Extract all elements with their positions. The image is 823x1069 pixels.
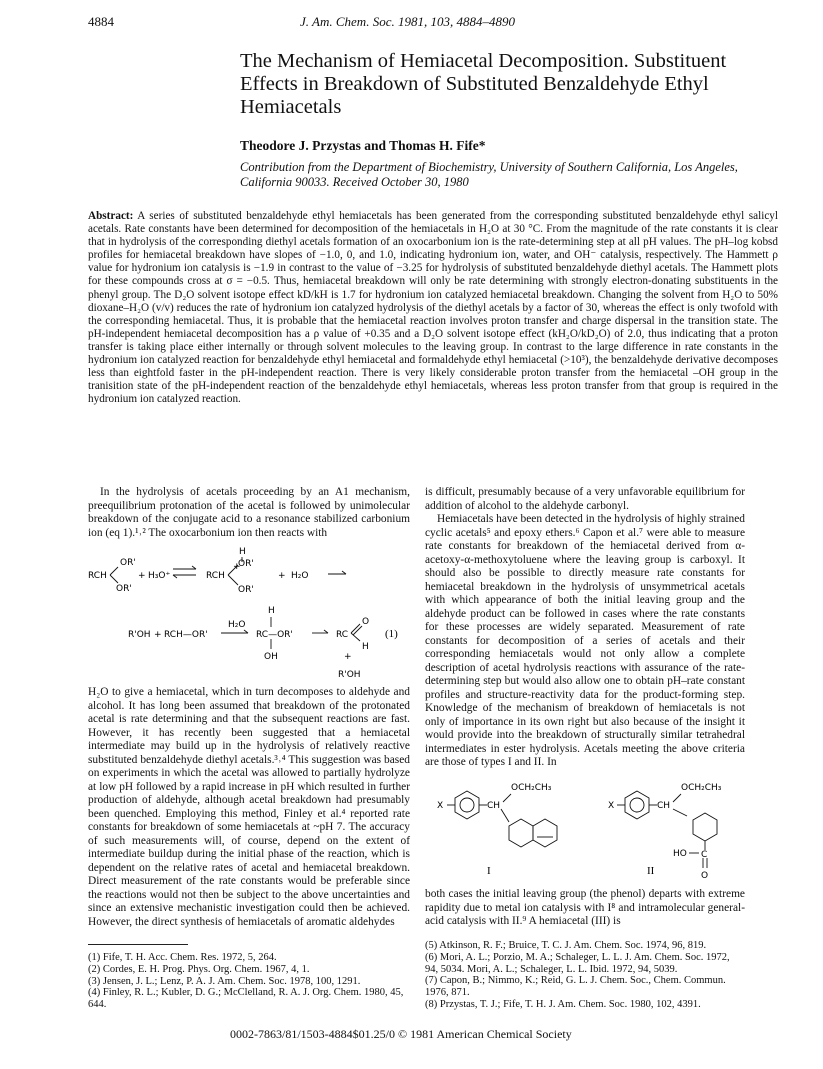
eq-h2o-arrow: H₂O xyxy=(228,620,246,630)
body-paragraph: both cases the initial leaving group (the phenol) departs with extreme rapidity due to metal ion catalysis with I⁸ and intramolecular general-acid catalysis with II.⁹ A hemiacetal (III) is xyxy=(425,888,745,927)
reaction-scheme xyxy=(88,545,418,685)
abstract-text: A series of substituted benzaldehyde ethyl hemiacetals has been generated from the corresponding substituted benzaldehyde ethyl salicyl acetals. Rate constants have been determined for decomposition of the hemiacetals in H₂O at 30 °C. From the magnitude of the rate constants it is clear that in hydrolysis of the corresponding diethyl acetals formation of an oxocarbonium ion is the rate-determining step at all pH values. The pH–log kobsd profiles for hemiacetal breakdown have slopes of −1.0, 0, and 1.0, indicating hydronium ion, water, and OH⁻ catalysis, respectively. The Hammett ρ value for hydronium ion catalysis is −1.9 in contrast to the value of −3.25 for hydrolysis of substituted benzaldehyde diethyl acetals. The Hammett plots for these compounds cross at σ = −0.5. Thus, hemiacetal breakdown will only be rate determining with strongly electron-donating substituents in the phenyl group. The D₂O solvent isotope effect kD/kH is 1.7 for hydronium ion catalyzed hemiacetal breakdown. Changing the solvent from H₂O to 50% dioxane–H₂O (v/v) reduces the rate of hydronium ion catalyzed hydrolysis of the diethyl acetals by a factor of 30, whereas the effect is only twofold with the corresponding hemiacetal. Thus, it is probable that the hemiacetal reaction involves proton transfer and charge dispersal in the transition state. The pH-independent hemiacetal decomposition has a ρ value of +0.35 and a D₂O solvent isotope effect (kH₂O/kD₂O) of 2.0, thus indicating that a proton transfer is taking place either internally or through solvent molecules to the leaving group. In contrast to the large difference in rate constants in the hydronium ion catalyzed reaction for benzaldehyde ethyl hemiacetal and formaldehyde ethyl hemiacetal (>10³), the benzaldehyde derivative decomposes less than eightfold faster in the pH-independent reaction. There is very likely considerable proton transfer from the hemiacetal –OH group in the tranisition state of the pH-independent reaction of the benzaldehyde ethyl hemiacetals, whereas less proton transfer from that group is required in the hydronium ion catalyzed reaction. xyxy=(88,210,778,406)
abstract-label: Abstract: xyxy=(88,210,134,222)
journal-citation: J. Am. Chem. Soc. 1981, 103, 4884–4890 xyxy=(300,14,515,29)
body-paragraph: Hemiacetals have been detected in the hydrolysis of highly strained cyclic acetals⁵ and epoxy ethers.⁶ Capon et al.⁷ were able to measure rate constants for breakdown of the hemiacetal derived from α-acetoxy-α-methoxytoluene where the leaving group is carboxyl. It should also be possible to directly measure rate constants for hemiacetal breakdown in the hydrolysis of unsymmetrical acetals with which appearance of both the initial leaving group and the aldehyde product can be followed in cases where the rate constants for these processes are widely separated. Measurement of rate constants for decomposition of a series of acetals and their corresponding hemiacetals would not only allow a complete description of acetal hydrolysis reactions with assurance of the rate-determining step but would also allow one to obtain pH–rate constant profiles and structure-reactivity data for the product-forming step. Knowledge of the mechanism of breakdown of hemiacetals is not only of importance in its own right but also because of the insight it would provide into the breakdown of structurally similar tetrahedral intermediates in ester hydrolysis. Acetals meeting the above criteria are those of types I and II. In xyxy=(425,513,745,768)
struct-ii-x: X xyxy=(608,801,615,811)
body-paragraph: is difficult, presumably because of a very unfavorable equilibrium for addition of alcohol to the aldehyde carbonyl. xyxy=(425,486,745,512)
footnote-rule-left xyxy=(88,944,188,945)
article-affiliation: Contribution from the Department of Biochemistry, University of Southern California, Los Angeles, California 90033. Received October 30, 1980 xyxy=(240,160,738,189)
eq-h: H xyxy=(362,642,369,652)
eq-or3: OR' xyxy=(238,559,254,569)
eq-roh2: R'OH xyxy=(338,670,361,680)
struct-ii-ho: HO xyxy=(673,849,687,859)
eq-h3o: H₃O⁺ xyxy=(148,571,171,581)
footnote: (6) Mori, A. L.; Porzio, M. A.; Schaleger, L. L. J. Am. Chem. Soc. 1972, 94, 5034. Mori, A. L.; Schaleger, L. L. Ibid. 1972, 94, 5039. xyxy=(425,951,730,975)
eq-plus-charge: + xyxy=(233,562,241,572)
left-column-top xyxy=(88,486,410,540)
eq-h2o: H₂O xyxy=(291,571,309,581)
eq-rch: RCH xyxy=(88,571,107,581)
right-column-top xyxy=(425,486,745,770)
article-title: The Mechanism of Hemiacetal Decomposition. Substituent Effects in Breakdown of Substituted Benzaldehyde Ethyl Hemiacetals xyxy=(240,50,727,118)
footnote: (7) Capon, B.; Nimmo, K.; Reid, G. L. J. Chem. Soc., Chem. Commun. 1976, 871. xyxy=(425,975,726,999)
struct-ii-ch: CH xyxy=(657,801,671,811)
equation-number: (1) xyxy=(385,628,398,640)
eq-or1: OR' xyxy=(120,558,136,568)
right-column-bottom xyxy=(425,888,745,929)
eq-h-top: H xyxy=(239,547,246,557)
struct-ii-label: II xyxy=(647,865,655,877)
footnote: (5) Atkinson, R. F.; Bruice, T. C. J. Am. Chem. Soc. 1974, 96, 819. xyxy=(425,940,707,951)
eq-roh: R'OH xyxy=(128,630,151,640)
footnotes-left xyxy=(88,952,410,1011)
eq-o: O xyxy=(362,617,370,627)
eq-or2: OR' xyxy=(116,584,132,594)
footnote: (4) Finley, R. L.; Kubler, D. G.; McClelland, R. A. J. Org. Chem. 1980, 45, 644. xyxy=(88,987,404,1011)
eq-oh: OH xyxy=(264,652,278,662)
article-authors: Theodore J. Przystas and Thomas H. Fife* xyxy=(240,138,486,153)
page-number: 4884 xyxy=(88,14,114,29)
struct-i-label: I xyxy=(487,865,491,877)
struct-ii-o: O xyxy=(701,871,709,881)
copyright-footer: 0002-7863/81/1503-4884$01.25/0 © 1981 American Chemical Society xyxy=(230,1027,572,1041)
footnote: (2) Cordes, E. H. Prog. Phys. Org. Chem. 1967, 4, 1. xyxy=(88,963,310,975)
structures-figure xyxy=(425,762,755,882)
struct-i-x: X xyxy=(437,801,444,811)
eq-or4: OR' xyxy=(238,585,254,595)
footnote: (8) Przystas, T. J.; Fife, T. H. J. Am. Chem. Soc. 1980, 102, 4391. xyxy=(425,998,701,1010)
struct-i-ch: CH xyxy=(487,801,501,811)
body-paragraph: H₂O to give a hemiacetal, which in turn decomposes to aldehyde and alcohol. It has long been assumed that breakdown of the protonated acetal is rate determining and that the subsequent reactions are fast. However, it has recently been suggested that a hemiacetal intermediate may build up in the hydrolysis of relatively reactive substituted benzaldehyde diethyl acetals.³˒⁴ This suggestion was based on experiments in which the acetal was allowed to partially hydrolyze at low pH followed by a rapid increase in pH which resulted in further production of aldehyde, although acetal breakdown had presumably been quenched. Employing this method, Finley et al.⁴ reported rate constants for breakdown of some hemiacetals at ~pH 7. The accuracy of such measurements will, of course, depend on the extent of intermediate buildup during the initial phase of the reaction, which is dependent on the relative rates of acetal and hemiacetal breakdown. Direct measurement of the rate constants would be preferable since the reactions would not then be subject to the above uncertainties and since an extensive mechanistic investigation could then be achieved. However, the direct synthesis of hemiacetals of aromatic aldehydes xyxy=(88,686,410,928)
footnotes-right xyxy=(425,940,745,1011)
eq-plus2: + xyxy=(278,571,286,581)
body-paragraph: In the hydrolysis of acetals proceeding by an A1 mechanism, preequilibrium protonation of the acetal is followed by unimolecular breakdown of the conjugate acid to a resonance stabilized carbonium ion (eq 1).¹˒² The oxocarbonium ion then reacts with xyxy=(88,486,410,539)
abstract xyxy=(88,210,778,406)
eq-plus1: + xyxy=(138,571,146,581)
struct-ii-och: OCH₂CH₃ xyxy=(681,783,722,793)
eq-rch-or: RCH—OR' xyxy=(164,630,208,640)
eq-rc: RC—OR' xyxy=(256,630,293,640)
left-column-bottom xyxy=(88,686,410,929)
footnote: (1) Fife, T. H. Acc. Chem. Res. 1972, 5, 264. xyxy=(88,952,277,963)
eq-plus3: + xyxy=(154,630,162,640)
eq-plus4: + xyxy=(344,652,352,662)
struct-ii-c: C xyxy=(701,850,708,860)
eq-rch2: RCH xyxy=(206,571,225,581)
eq-rc2: RC xyxy=(336,630,349,640)
footnote: (3) Jensen, J. L.; Lenz, P. A. J. Am. Chem. Soc. 1978, 100, 1291. xyxy=(88,975,361,987)
eq-h-top2: H xyxy=(268,606,275,616)
struct-i-och: OCH₂CH₃ xyxy=(511,783,552,793)
